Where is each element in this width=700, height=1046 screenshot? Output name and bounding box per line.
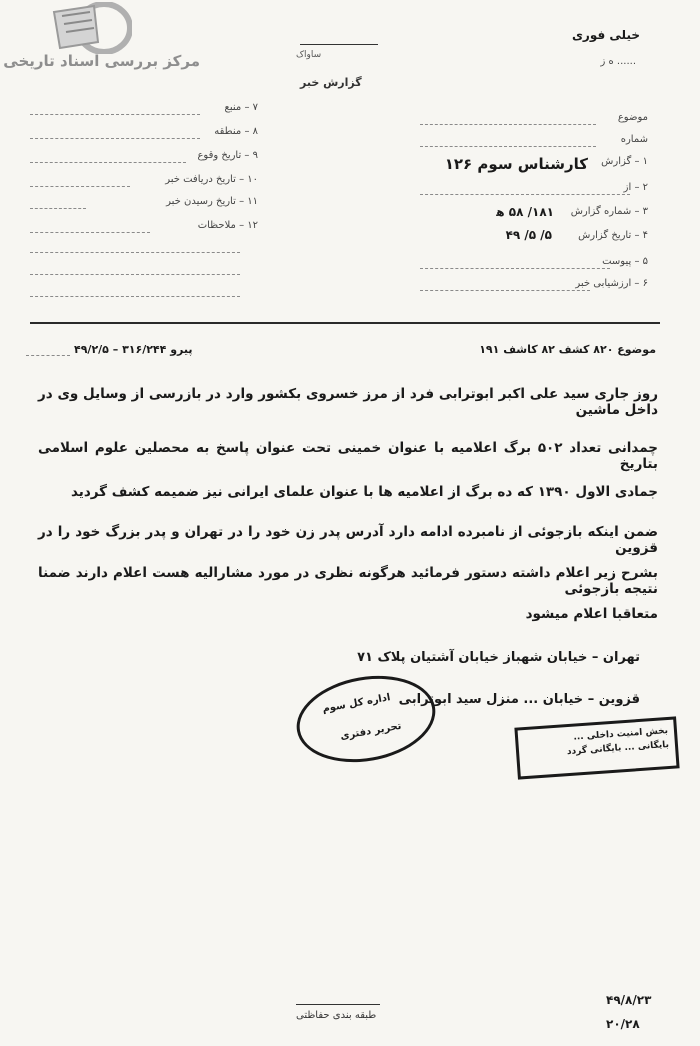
- field-11-label: ۱۱ – تاریخ رسیدن خبر: [166, 196, 258, 207]
- dotted-line: [26, 355, 70, 356]
- dotted-line: [420, 146, 596, 147]
- body-line-6: متعاقبا اعلام میشود: [525, 606, 658, 622]
- footer-line: [296, 1004, 380, 1005]
- dotted-line: [30, 162, 186, 163]
- classification-label: خیلی فوری: [571, 28, 640, 42]
- org-line: [300, 44, 378, 45]
- field-4-label: ۴ – تاریخ گزارش: [578, 230, 648, 241]
- body-line-2: چمدانی تعداد ۵۰۲ برگ اعلامیه با عنوان خمینی تحت عنوان پاسخ به محصلین علوم اسلامی بتاریخ: [38, 440, 658, 473]
- archive-watermark: مرکز بررسی اسناد تاریخی: [3, 52, 200, 70]
- field-5-label: ۵ – پیوست: [602, 256, 648, 267]
- organization-name: ساواک: [296, 50, 322, 60]
- footer-date-2: ۲۰/۲۸: [606, 1017, 640, 1031]
- field-subject-label: موضوع: [617, 112, 648, 123]
- address-tehran: تهران – خیابان شهباز خیابان آشتیان پلاک ۷۱: [357, 650, 640, 665]
- dotted-line: [30, 186, 130, 187]
- dotted-line: [30, 232, 150, 233]
- oval-stamp-text-2: تحریر دفتری: [339, 720, 403, 743]
- address-qazvin: قزوین – خیابان ... منزل سید ابوترابی: [398, 692, 640, 707]
- field-number-label: شماره: [620, 134, 648, 145]
- field-9-label: ۹ – تاریخ وقوع: [197, 150, 258, 161]
- footer-date-1: ۴۹/۸/۲۳: [606, 993, 652, 1007]
- dotted-line: [420, 290, 590, 291]
- field-10-label: ۱۰ – تاریخ دریافت خبر: [165, 174, 258, 185]
- classification-sub: ...... ه ز: [600, 56, 636, 67]
- dotted-line: [30, 208, 86, 209]
- field-1-value: کارشناس سوم ۱۲۶: [444, 155, 588, 173]
- field-7-label: ۷ – منبع: [224, 102, 258, 113]
- field-2-label: ۲ – از: [623, 182, 648, 193]
- reference-subject: موضوع ۸۲۰ کشف ۸۲ کاشف ۱۹۱: [479, 343, 656, 356]
- dotted-line: [30, 114, 200, 115]
- dotted-line: [30, 274, 240, 275]
- dotted-line: [420, 124, 596, 125]
- field-6-label: ۶ – ارزشیابی خبر: [575, 278, 648, 289]
- oval-stamp-text-1: اداره کل سوم: [321, 692, 392, 715]
- dotted-line: [420, 268, 610, 269]
- oval-stamp: [290, 665, 442, 772]
- field-1-label: ۱ – گزارش: [601, 156, 648, 167]
- reference-followup: پیرو ۳۱۶/۲۴۴ – ۴۹/۲/۵: [74, 343, 193, 356]
- dotted-line: [30, 252, 240, 253]
- footer-classification: طبقه بندی حفاظتی: [296, 1010, 377, 1021]
- rect-stamp-text-2: بایگانی ... بایگانی گردد: [566, 739, 670, 757]
- body-line-1: روز جاری سید علی اکبر ابوترابی فرد از مرز خسروی بکشور وارد در بازرسی از وسایل وی در داخل ماشین: [38, 386, 658, 419]
- archive-logo-icon: [48, 2, 132, 54]
- field-4-value: ۵/ ۵/ ۴۹: [505, 228, 552, 242]
- body-line-3: جمادی الاول ۱۳۹۰ که ده برگ از اعلامیه ها با عنوان علمای ایرانی نیز ضمیمه کشف گردید: [70, 484, 658, 500]
- field-12-label: ۱۲ – ملاحظات: [197, 220, 258, 231]
- rectangular-stamp: [514, 716, 679, 779]
- form-title: گزارش خبر: [300, 76, 362, 89]
- field-3-label: ۳ – شماره گزارش: [570, 206, 648, 217]
- field-3-value: ۱۸۱/ ۵۸ ه‍: [496, 205, 554, 219]
- dotted-line: [420, 194, 630, 195]
- section-divider: [30, 322, 660, 324]
- body-line-5: بشرح زیر اعلام داشته دستور فرمائید هرگونه نظری در مورد مشارالیه هست اعلام دارند ضمنا نتیجه بازجوئی: [38, 565, 658, 598]
- rect-stamp-text-1: بخش امنیت داخلی ...: [573, 726, 669, 743]
- dotted-line: [30, 138, 200, 139]
- dotted-line: [30, 296, 240, 297]
- field-8-label: ۸ – منطقه: [214, 126, 258, 137]
- body-line-4: ضمن اینکه بازجوئی از نامبرده ادامه دارد آدرس پدر زن خود را در تهران و پدر بزرگ خود را در قزوین: [38, 524, 658, 557]
